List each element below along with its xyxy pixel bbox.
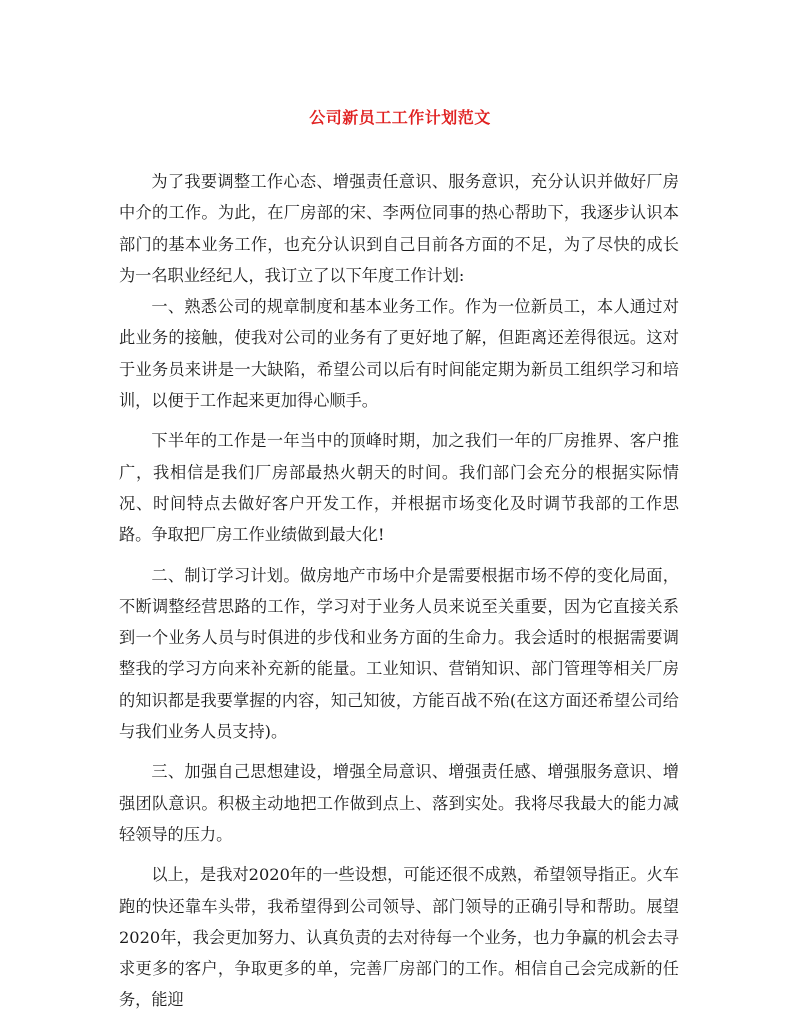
paragraph-second-half-year: 下半年的工作是一年当中的顶峰时期，加之我们一年的厂房推界、客户推广，我相信是我们厂房部最热火朝天的时间。我们部门会充分的根据实际情况、时间特点去做好客户开发工作，并根据市场变化及时调节我部的工作思路。争取把厂房工作业绩做到最大化! <box>119 431 679 545</box>
paragraph-section-1: 一、熟悉公司的规章制度和基本业务工作。作为一位新员工，本人通过对此业务的接触，使我对公司的业务有了更好地了解，但距离还差得很远。这对于业务员来讲是一大缺陷，希望公司以后有时间能定期为新员工组织学习和培训，以便于工作起来更加得心顺手。 <box>119 297 679 411</box>
paragraph-section-2: 二、制订学习计划。做房地产市场中介是需要根据市场不停的变化局面，不断调整经营思路的工作，学习对于业务人员来说至关重要，因为它直接关系到一个业务人员与时俱进的步伐和业务方面的生命力。我会适时的根据需要调整我的学习方向来补充新的能量。工业知识、营销知识、部门管理等相关厂房的知识都是我要掌握的内容，知己知彼，方能百战不殆(在这方面还希望公司给与我们业务人员支持)。 <box>119 565 679 742</box>
paragraph-conclusion: 以上，是我对2020年的一些设想，可能还很不成熟，希望领导指正。火车跑的快还靠车头带，我希望得到公司领导、部门领导的正确引导和帮助。展望2020年，我会更加努力、认真负责的去对待每一个业务，也力争赢的机会去寻求更多的客户，争取更多的单，完善厂房部门的工作。相信自己会完成新的任务，能迎 <box>119 865 679 1010</box>
paragraph-intro: 为了我要调整工作心态、增强责任意识、服务意识，充分认识并做好厂房中介的工作。为此，在厂房部的宋、李两位同事的热心帮助下，我逐步认识本部门的基本业务工作，也充分认识到自己目前各方面的不足，为了尽快的成长为一名职业经纪人，我订立了以下年度工作计划: <box>119 172 679 285</box>
document-title: 公司新员工工作计划范文 <box>309 108 491 127</box>
document-body <box>119 166 679 1016</box>
paragraph-section-3: 三、加强自己思想建设，增强全局意识、增强责任感、增强服务意识、增强团队意识。积极主动地把工作做到点上、落到实处。我将尽我最大的能力减轻领导的压力。 <box>119 762 679 844</box>
